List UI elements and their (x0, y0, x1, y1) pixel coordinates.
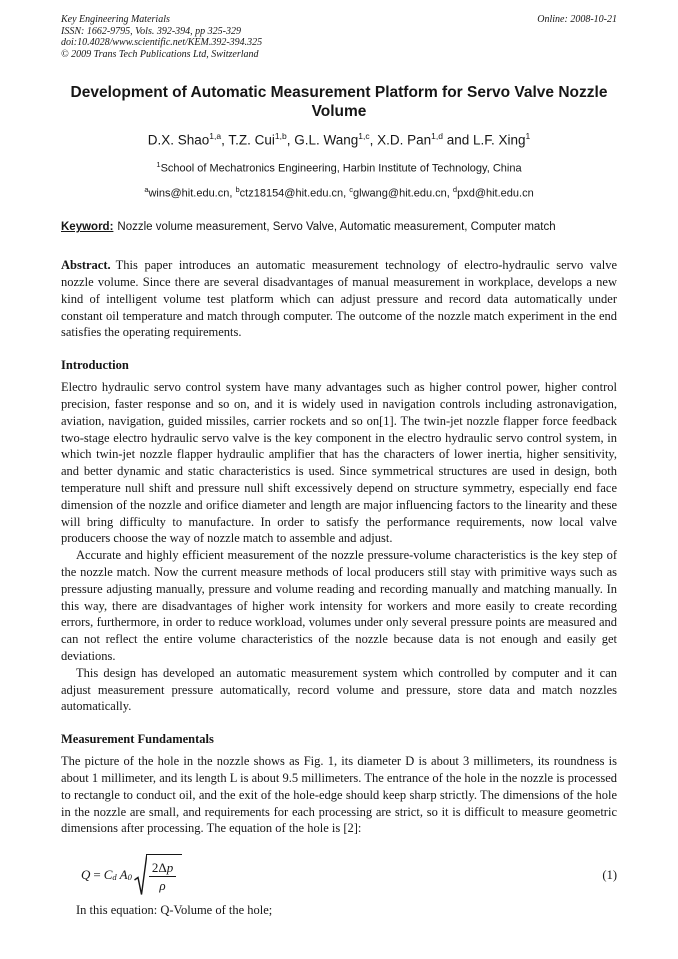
author-name: G.L. Wang (294, 132, 359, 148)
fundamentals-paragraph-1: The picture of the hole in the nozzle shows as Fig. 1, its diameter D is about 3 millimeters, its roundness is about 1 millimeter, and its length L is about 9.5 millimeters. The entrance of the hole in the nozzle is processed to rectangle to conduct oil, and the exit of the hole-edge should keep sharp strictly. The dimensions of the hole in the nozzle are small, and requirements for each processing are strict, so it is difficult to measure geometric dimensions after processing. The equation of the hole is [2]: (61, 754, 617, 836)
fraction-numerator (149, 860, 176, 877)
equation-number: (1) (602, 867, 617, 882)
affiliation-sup: 1 (156, 159, 161, 169)
orifice-area: A (119, 867, 128, 883)
author-affiliation-sup: 1,b (274, 131, 287, 142)
author-affiliation-sup: 1,c (358, 131, 370, 142)
online-date: Online: 2008-10-21 (537, 14, 617, 25)
email-address: glwang@hit.edu.cn (353, 187, 447, 200)
journal-name: Key Engineering Materials (61, 14, 170, 25)
fraction-denominator-density: ρ (159, 878, 166, 894)
equation-1-formula (81, 854, 182, 896)
equals-sign: = (93, 867, 101, 883)
keywords-line (61, 220, 617, 234)
email-sup: d (452, 184, 458, 194)
abstract-label: Abstract. (61, 258, 111, 273)
publication-header (61, 14, 617, 60)
journal-issn-line: ISSN: 1662-9795, Vols. 392-394, pp 325-329 (61, 25, 241, 37)
email-sup: c (349, 184, 354, 194)
emails-line: $^a$wins@hit.edu.cn, $^b$ctz18154@hit.edu.cn, $^c$glwang@hit.edu.cn, $^d$pxd@hit.edu.cn (144, 184, 534, 200)
discharge-coefficient: C (103, 867, 113, 883)
orifice-area-sub: 0 (127, 872, 132, 883)
equation-lhs: Q (81, 867, 91, 883)
email-address: pxd@hit.edu.cn (457, 187, 534, 200)
pressure-delta-coeff: 2Δ (151, 860, 167, 876)
radicand (146, 854, 182, 896)
author-name: X.D. Pan (377, 132, 432, 148)
section-heading-introduction: Introduction (61, 358, 129, 373)
intro-paragraph-2: Accurate and highly efficient measurement of the nozzle pressure-volume characteristics is the key step of the nozzle match. Now the current measure methods of local producers still stay with primitive ways such as pressure adjusting manually, pressure and volume reading and recording manually and matching manually. In this way, there are disadvantages of higher work intensity for workers and more easily to create recording errors, furthermore, in order to reduce workload, volumes under only several pressure points are measured and can not reflect the entire volume characteristics of the nozzle because data is not enough and easily get deviations. (61, 548, 617, 663)
equation-note: In this equation: Q-Volume of the hole; (76, 903, 273, 918)
journal-info (61, 14, 262, 60)
fraction (149, 860, 176, 893)
email-address: wins@hit.edu.cn (148, 187, 230, 200)
intro-paragraph-1: Electro hydraulic servo control system have many advantages such as higher control power, higher control precision, faster response and so on, and it is widely used in navigation controls including astronavigation, aviation, navigation, guided missiles, carrier rockets and so on[1]. The twin-jet nozzle flapper force feedback two-stage electro hydraulic servo valve is the key component in the electro hydraulic servo control system, in which twin-jet nozzle flapper hydraulic amplifier that has the characters of lower inertia, higher sensitivity, and better dynamic and static characteristics is used. Since symmetrical structures are used in design, both temperature null shift and pressure null shift excessively depend on structure symmetry, especially end face dimension of the nozzle and orifice diameter and length are major influencing factors to the linearity and these will bring difficulty to manufacture. In order to satisfy the performance requirements, now local valve producers choose the way of nozzle match to assemble and adjust. (61, 380, 617, 546)
email-sup: b (235, 184, 240, 194)
discharge-coefficient-sub: d (112, 872, 117, 883)
author-affiliation-sup: 1 (525, 131, 531, 142)
section-heading-fundamentals: Measurement Fundamentals (61, 732, 214, 747)
abstract-paragraph (61, 257, 617, 341)
authors-line: D.X. Shao$^{1,a}$, T.Z. Cui$^{1,b}$, G.L. Wang$^{1,c}$, X.D. Pan$^{1,d}$ and L.F. Xing$^1$ (147, 131, 531, 148)
affiliation-text: School of Mechatronics Engineering, Harbin Institute of Technology, China (160, 162, 522, 175)
page-title: Development of Automatic Measurement Platform for Servo Valve Nozzle Volume (70, 84, 608, 121)
pressure-variable: p (166, 860, 174, 876)
affiliation-line (61, 158, 617, 176)
author-name: D.X. Shao (147, 132, 210, 148)
author-name: L.F. Xing (473, 132, 526, 148)
author-affiliation-sup: 1,a (209, 131, 222, 142)
intro-paragraph-3: This design has developed an automatic measurement system which controlled by computer and it can adjust measurement pressure automatically, record volume and pressure, store data and match nozzles automatically. (61, 665, 617, 714)
square-root (134, 854, 182, 896)
abstract-text: This paper introduces an automatic measurement technology of electro-hydraulic servo valve nozzle volume. Since there are several disadvantages of manual measurement in workplace, develops a new kind of intelligent volume test platform which can adjust pressure and record data automatically under constant oil temperature and match through computer. The outcome of the nozzle match experiment in the end satisfies the operating requirements. (61, 258, 617, 340)
author-name: T.Z. Cui (228, 132, 275, 148)
email-sup: a (144, 184, 149, 194)
journal-doi-line: doi:10.4028/www.scientific.net/KEM.392-394.325 (61, 37, 263, 49)
author-affiliation-sup: 1,d (431, 131, 443, 142)
email-address: ctz18154@hit.edu.cn (239, 187, 344, 200)
equation-1-row (81, 854, 617, 896)
keywords-label: Keyword: (61, 221, 114, 234)
journal-copyright-line: © 2009 Trans Tech Publications Ltd, Switzerland (61, 48, 259, 60)
keywords-text: Nozzle volume measurement, Servo Valve, Automatic measurement, Computer match (117, 221, 556, 234)
